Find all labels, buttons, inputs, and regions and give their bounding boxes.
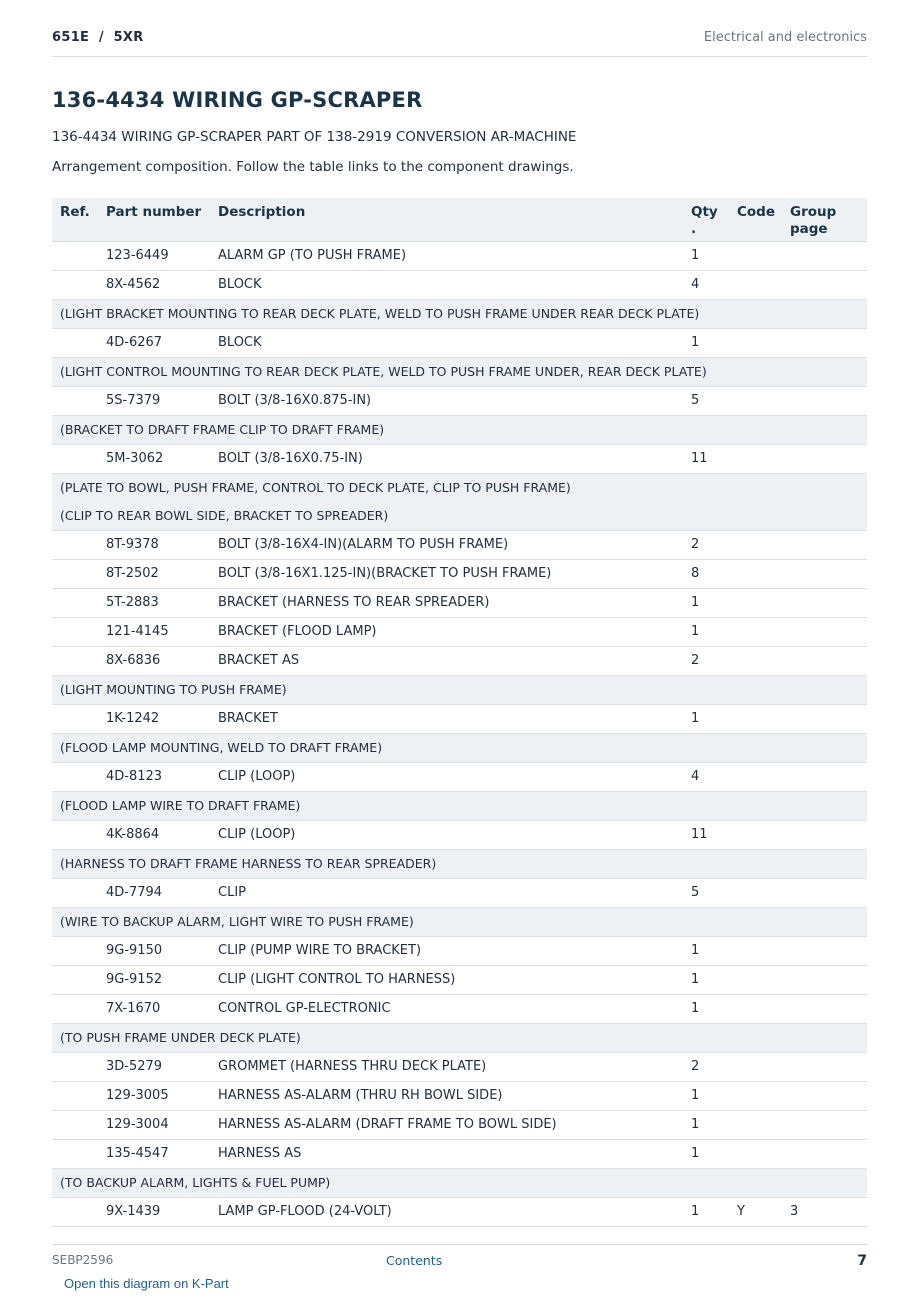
- description-cell: ALARM GP (TO PUSH FRAME): [210, 241, 683, 270]
- ref-cell: [52, 936, 98, 965]
- code-cell: [729, 270, 782, 299]
- col-header-qty: Qty .: [683, 198, 729, 241]
- group-page-cell: [782, 994, 867, 1023]
- qty-cell: 1: [683, 994, 729, 1023]
- col-header-ref: Ref.: [52, 198, 98, 241]
- note-text: (LIGHT CONTROL MOUNTING TO REAR DECK PLATE, WELD TO PUSH FRAME UNDER, REAR DECK PLATE): [52, 357, 867, 386]
- table-row: [52, 241, 867, 270]
- part-number-cell: 4D-6267: [98, 328, 210, 357]
- description-cell: CLIP (LOOP): [210, 820, 683, 849]
- code-cell: [729, 704, 782, 733]
- group-page-cell: [782, 1110, 867, 1139]
- group-page-cell: [782, 617, 867, 646]
- ref-cell: [52, 704, 98, 733]
- code-cell: [729, 1110, 782, 1139]
- note-text: (TO BACKUP ALARM, LIGHTS & FUEL PUMP): [52, 1168, 867, 1197]
- description-cell: CLIP (LOOP): [210, 762, 683, 791]
- part-number-cell: 9G-9152: [98, 965, 210, 994]
- table-note-row: [52, 473, 867, 502]
- ref-cell: [52, 588, 98, 617]
- ref-cell: [52, 241, 98, 270]
- table-row: [52, 1052, 867, 1081]
- description-cell: BOLT (3/8-16X0.75-IN): [210, 444, 683, 473]
- table-row: [52, 1110, 867, 1139]
- code-cell: [729, 820, 782, 849]
- table-row: [52, 588, 867, 617]
- code-cell: [729, 878, 782, 907]
- description-cell: BOLT (3/8-16X1.125-IN)(BRACKET TO PUSH FRAME): [210, 559, 683, 588]
- machine-model: 651E / 5XR: [52, 30, 144, 45]
- part-number-cell: 8T-9378: [98, 530, 210, 559]
- group-page-cell: [782, 646, 867, 675]
- ref-cell: [52, 270, 98, 299]
- part-number-cell: 123-6449: [98, 241, 210, 270]
- qty-cell: 1: [683, 1197, 729, 1226]
- part-number-cell: 129-3004: [98, 1110, 210, 1139]
- qty-cell: 1: [683, 704, 729, 733]
- qty-cell: 5: [683, 878, 729, 907]
- description-cell: HARNESS AS-ALARM (DRAFT FRAME TO BOWL SIDE): [210, 1110, 683, 1139]
- description-cell: BOLT (3/8-16X4-IN)(ALARM TO PUSH FRAME): [210, 530, 683, 559]
- group-page-cell: [782, 444, 867, 473]
- code-cell: [729, 965, 782, 994]
- ref-cell: [52, 762, 98, 791]
- table-note-row: [52, 1023, 867, 1052]
- part-number-cell: 5S-7379: [98, 386, 210, 415]
- qty-cell: 2: [683, 1052, 729, 1081]
- ref-cell: [52, 444, 98, 473]
- table-row: [52, 994, 867, 1023]
- table-row: [52, 936, 867, 965]
- table-note-row: [52, 415, 867, 444]
- code-cell: [729, 1081, 782, 1110]
- qty-cell: 4: [683, 762, 729, 791]
- qty-cell: 11: [683, 820, 729, 849]
- part-number-cell: 8T-2502: [98, 559, 210, 588]
- table-row: [52, 1081, 867, 1110]
- intro-text: Arrangement composition. Follow the table links to the component drawings.: [52, 159, 574, 175]
- table-note-row: [52, 791, 867, 820]
- note-text: (LIGHT BRACKET MOUNTING TO REAR DECK PLATE, WELD TO PUSH FRAME UNDER REAR DECK PLATE): [52, 299, 867, 328]
- group-page-cell: [782, 1139, 867, 1168]
- group-page-cell: [782, 588, 867, 617]
- group-page-cell: [782, 241, 867, 270]
- part-number-cell: 3D-5279: [98, 1052, 210, 1081]
- qty-cell: 11: [683, 444, 729, 473]
- document-id: SEBP2596: [52, 1253, 114, 1267]
- ref-cell: [52, 617, 98, 646]
- table-header-row: [52, 198, 867, 241]
- code-cell: [729, 1139, 782, 1168]
- group-page-cell: [782, 559, 867, 588]
- part-number-cell: 8X-4562: [98, 270, 210, 299]
- qty-cell: 2: [683, 530, 729, 559]
- description-cell: CLIP (PUMP WIRE TO BRACKET): [210, 936, 683, 965]
- qty-cell: 1: [683, 1139, 729, 1168]
- qty-cell: 2: [683, 646, 729, 675]
- group-page-cell[interactable]: 3: [782, 1197, 867, 1226]
- code-cell: [729, 762, 782, 791]
- description-cell: CLIP (LIGHT CONTROL TO HARNESS): [210, 965, 683, 994]
- ref-cell: [52, 646, 98, 675]
- table-row: [52, 646, 867, 675]
- group-page-cell: [782, 386, 867, 415]
- code-cell: [729, 617, 782, 646]
- qty-cell: 1: [683, 1081, 729, 1110]
- qty-cell: 4: [683, 270, 729, 299]
- code-cell: [729, 646, 782, 675]
- table-note-row: [52, 1168, 867, 1197]
- code-cell: [729, 1052, 782, 1081]
- parts-table-body: [52, 241, 867, 1226]
- table-note-row: [52, 675, 867, 704]
- table-row: [52, 530, 867, 559]
- group-page-cell: [782, 936, 867, 965]
- code-cell: [729, 559, 782, 588]
- table-note-row: [52, 299, 867, 328]
- note-text: (TO PUSH FRAME UNDER DECK PLATE): [52, 1023, 867, 1052]
- part-number-cell: 4D-7794: [98, 878, 210, 907]
- description-cell: HARNESS AS-ALARM (THRU RH BOWL SIDE): [210, 1081, 683, 1110]
- group-page-cell: [782, 530, 867, 559]
- col-header-part-number: Part number: [98, 198, 210, 241]
- description-cell: CONTROL GP-ELECTRONIC: [210, 994, 683, 1023]
- code-cell: [729, 936, 782, 965]
- qty-cell: 1: [683, 328, 729, 357]
- table-row: [52, 1139, 867, 1168]
- ref-cell: [52, 559, 98, 588]
- description-cell: LAMP GP-FLOOD (24-VOLT): [210, 1197, 683, 1226]
- note-text: (HARNESS TO DRAFT FRAME HARNESS TO REAR SPREADER): [52, 849, 867, 878]
- page-header: [52, 28, 867, 57]
- description-cell: BRACKET: [210, 704, 683, 733]
- qty-cell: 1: [683, 588, 729, 617]
- table-row: [52, 704, 867, 733]
- group-page-cell: [782, 878, 867, 907]
- description-cell: GROMMET (HARNESS THRU DECK PLATE): [210, 1052, 683, 1081]
- part-number-cell: 4K-8864: [98, 820, 210, 849]
- note-text: (PLATE TO BOWL, PUSH FRAME, CONTROL TO DECK PLATE, CLIP TO PUSH FRAME): [52, 473, 867, 502]
- ref-cell: [52, 1139, 98, 1168]
- parts-table: [52, 198, 867, 1227]
- description-cell: BOLT (3/8-16X0.875-IN): [210, 386, 683, 415]
- table-row: [52, 559, 867, 588]
- table-note-row: [52, 849, 867, 878]
- part-number-cell: 4D-8123: [98, 762, 210, 791]
- description-cell: BRACKET (HARNESS TO REAR SPREADER): [210, 588, 683, 617]
- note-text: (WIRE TO BACKUP ALARM, LIGHT WIRE TO PUSH FRAME): [52, 907, 867, 936]
- code-cell: [729, 386, 782, 415]
- ref-cell: [52, 1081, 98, 1110]
- ref-cell: [52, 1197, 98, 1226]
- table-row: [52, 270, 867, 299]
- col-header-code: Code: [729, 198, 782, 241]
- page-footer: [52, 1244, 867, 1275]
- description-cell: BLOCK: [210, 328, 683, 357]
- ref-cell: [52, 820, 98, 849]
- ref-cell: [52, 328, 98, 357]
- ref-cell: [52, 386, 98, 415]
- code-cell: [729, 241, 782, 270]
- table-row: [52, 1197, 867, 1226]
- group-page-cell: [782, 328, 867, 357]
- part-number-cell: 1K-1242: [98, 704, 210, 733]
- part-number-cell: 9G-9150: [98, 936, 210, 965]
- open-kpart-link[interactable]: Open this diagram on K-Part: [64, 1276, 229, 1291]
- table-row: [52, 820, 867, 849]
- qty-cell: 1: [683, 936, 729, 965]
- group-page-cell: [782, 704, 867, 733]
- col-header-description: Description: [210, 198, 683, 241]
- qty-cell: 8: [683, 559, 729, 588]
- ref-cell: [52, 878, 98, 907]
- description-cell: HARNESS AS: [210, 1139, 683, 1168]
- note-text: (CLIP TO REAR BOWL SIDE, BRACKET TO SPREADER): [52, 502, 867, 531]
- part-number-cell: 7X-1670: [98, 994, 210, 1023]
- description-cell: BRACKET (FLOOD LAMP): [210, 617, 683, 646]
- code-cell: [729, 444, 782, 473]
- part-number-cell: 5M-3062: [98, 444, 210, 473]
- group-page-cell: [782, 270, 867, 299]
- part-number-cell: 8X-6836: [98, 646, 210, 675]
- table-row: [52, 617, 867, 646]
- note-text: (BRACKET TO DRAFT FRAME CLIP TO DRAFT FRAME): [52, 415, 867, 444]
- code-cell: [729, 530, 782, 559]
- table-row: [52, 878, 867, 907]
- table-note-row: [52, 357, 867, 386]
- description-cell: BLOCK: [210, 270, 683, 299]
- note-text: (FLOOD LAMP WIRE TO DRAFT FRAME): [52, 791, 867, 820]
- table-row: [52, 328, 867, 357]
- ref-cell: [52, 1052, 98, 1081]
- code-cell: [729, 588, 782, 617]
- contents-link[interactable]: Contents: [386, 1253, 443, 1268]
- ref-cell: [52, 530, 98, 559]
- note-text: (FLOOD LAMP MOUNTING, WELD TO DRAFT FRAME): [52, 733, 867, 762]
- table-row: [52, 386, 867, 415]
- code-cell: [729, 994, 782, 1023]
- part-number-cell[interactable]: 9X-1439: [98, 1197, 210, 1226]
- page-number: 7: [857, 1253, 867, 1269]
- table-note-row: [52, 907, 867, 936]
- qty-cell: 1: [683, 617, 729, 646]
- table-note-row: [52, 733, 867, 762]
- part-number-cell: 5T-2883: [98, 588, 210, 617]
- table-row: [52, 444, 867, 473]
- ref-cell: [52, 1110, 98, 1139]
- part-number-cell: 135-4547: [98, 1139, 210, 1168]
- code-cell: [729, 328, 782, 357]
- page-title: 136-4434 WIRING GP-SCRAPER: [52, 88, 423, 112]
- qty-cell: 1: [683, 1110, 729, 1139]
- part-number-cell: 129-3005: [98, 1081, 210, 1110]
- qty-cell: 5: [683, 386, 729, 415]
- ref-cell: [52, 994, 98, 1023]
- col-header-group-page: Group page: [782, 198, 867, 241]
- group-page-cell: [782, 1052, 867, 1081]
- table-row: [52, 762, 867, 791]
- description-cell: CLIP: [210, 878, 683, 907]
- ref-cell: [52, 965, 98, 994]
- note-text: (LIGHT MOUNTING TO PUSH FRAME): [52, 675, 867, 704]
- group-page-cell: [782, 1081, 867, 1110]
- description-cell: BRACKET AS: [210, 646, 683, 675]
- group-page-cell: [782, 762, 867, 791]
- qty-cell: 1: [683, 241, 729, 270]
- part-number-cell: 121-4145: [98, 617, 210, 646]
- group-page-cell: [782, 965, 867, 994]
- qty-cell: 1: [683, 965, 729, 994]
- code-cell: Y: [729, 1197, 782, 1226]
- table-note-row: [52, 502, 867, 531]
- page-subtitle: 136-4434 WIRING GP-SCRAPER PART OF 138-2919 CONVERSION AR-MACHINE: [52, 129, 577, 145]
- section-name: Electrical and electronics: [703, 30, 867, 45]
- table-row: [52, 965, 867, 994]
- group-page-cell: [782, 820, 867, 849]
